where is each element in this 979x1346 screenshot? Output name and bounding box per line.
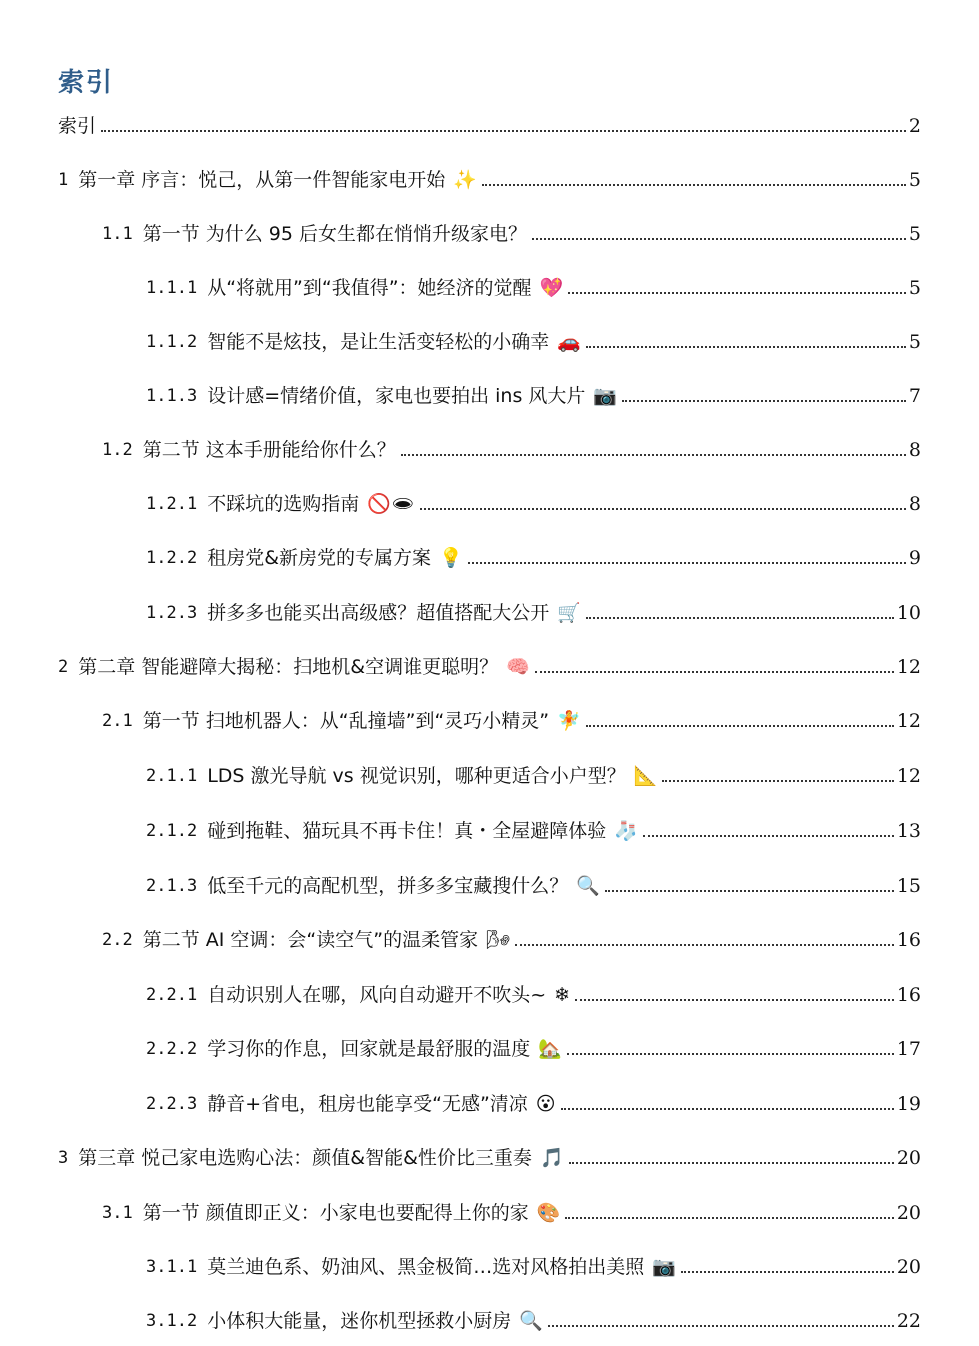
toc-entry[interactable]: [58, 162, 921, 192]
toc-entry-number: 1.1.3: [146, 386, 198, 406]
emoji-icon: 🌬: [486, 929, 511, 951]
toc-entry-page: 20: [896, 1202, 921, 1224]
toc-entry[interactable]: [146, 270, 921, 300]
toc-entry-page: 5: [908, 169, 921, 191]
toc-entry-page: 12: [896, 656, 921, 678]
toc-entry-title: 第一节 颜值即正义：小家电也要配得上你的家: [142, 1202, 529, 1224]
toc-entry-number: 3.1.1: [146, 1257, 198, 1277]
emoji-icon: 🧦: [614, 820, 638, 842]
emoji-icon: ✨: [453, 169, 477, 191]
toc-entry[interactable]: [58, 649, 921, 679]
toc-entry-title: 租房党&新房党的专属方案: [207, 547, 432, 569]
toc-entry-title: 智能不是炫技，是让生活变轻松的小确幸: [207, 331, 550, 353]
toc-entry-number: 2.2.1: [146, 985, 198, 1005]
emoji-icon: 🛒: [557, 602, 581, 624]
toc-entry-page: 20: [896, 1256, 921, 1278]
dot-leader: [420, 508, 906, 510]
toc-entry-number: 1: [58, 170, 69, 190]
toc-entry-title: 碰到拖鞋、猫玩具不再卡住！真・全屋避障体验: [207, 820, 607, 842]
toc-entry-number: 3.1: [102, 1203, 133, 1223]
toc-entry-number: 2.1.3: [146, 876, 198, 896]
emoji-icon: 🔍: [576, 875, 600, 897]
dot-leader: [515, 944, 894, 946]
toc-entry-page: 20: [896, 1147, 921, 1169]
toc-entry-number: 1.1: [102, 224, 133, 244]
toc-entry[interactable]: [146, 758, 921, 788]
dot-leader: [569, 1162, 894, 1164]
dot-leader: [575, 999, 894, 1001]
toc-entry-page: 7: [908, 385, 921, 407]
toc-entry-number: 2: [58, 657, 69, 677]
toc-entry-number: 1.1.1: [146, 278, 198, 298]
toc-entry-title: 第三章 悦己家电选购心法：颜值&智能&性价比三重奏: [78, 1147, 532, 1169]
toc-entry[interactable]: [146, 1086, 921, 1116]
toc-entry[interactable]: [146, 595, 921, 625]
toc-entry[interactable]: [146, 868, 921, 898]
dot-leader: [401, 454, 906, 456]
toc-entry-title: LDS 激光导航 vs 视觉识别，哪种更适合小户型？: [207, 765, 626, 787]
toc-entry-title: 自动识别人在哪，风向自动避开不吹头~: [207, 984, 547, 1006]
toc-entry[interactable]: [102, 703, 921, 733]
emoji-icon: 🏡: [538, 1038, 562, 1060]
toc-entry-title: 第二章 智能避障大揭秘：扫地机&空调谁更聪明？: [78, 656, 499, 678]
toc-entry-page: 16: [896, 984, 921, 1006]
toc-entry[interactable]: [146, 1303, 921, 1333]
toc-entry-title: 低至千元的高配机型，拼多多宝藏搜什么？: [207, 875, 569, 897]
toc-entry[interactable]: [58, 1140, 921, 1170]
toc-entry-title: 第一节 扫地机器人：从“乱撞墙”到“灵巧小精灵”: [142, 710, 550, 732]
emoji-icon: 🧚: [557, 710, 581, 732]
dot-leader: [468, 562, 906, 564]
toc-entry-title: 拼多多也能买出高级感？超值搭配大公开: [207, 602, 550, 624]
toc-entry[interactable]: [102, 432, 921, 462]
dot-leader: [662, 780, 893, 782]
toc-entry-page: 16: [896, 929, 921, 951]
toc-entry-page: 10: [896, 602, 921, 624]
emoji-icon: ❄: [554, 984, 571, 1006]
toc-entry-title: 静音+省电，租房也能享受“无感”清凉: [207, 1093, 528, 1115]
toc-entry[interactable]: [146, 1249, 921, 1279]
toc-entry-number: 2.2: [102, 930, 133, 950]
toc-entry[interactable]: [146, 977, 921, 1007]
toc-entry-number: 1.2: [102, 440, 133, 460]
toc-entry[interactable]: [146, 540, 921, 570]
dot-leader: [586, 725, 894, 727]
dot-leader: [565, 1217, 893, 1219]
emoji-icon: 🎨: [536, 1202, 561, 1224]
toc-entry-number: 2.1.2: [146, 821, 198, 841]
dot-leader: [482, 184, 906, 186]
emoji-icon: 🧠: [506, 656, 530, 678]
toc-entry-page: 17: [896, 1038, 921, 1060]
toc-entry-title: 从“将就用”到“我值得”：她经济的觉醒: [207, 277, 532, 299]
toc-entry-number: 3.1.2: [146, 1311, 198, 1331]
toc-entry-page: 22: [896, 1310, 921, 1332]
toc-entry[interactable]: [146, 1031, 921, 1061]
emoji-icon: 🚗: [557, 331, 581, 353]
toc-entry-number: 1.1.2: [146, 332, 198, 352]
toc-entry-page: 8: [908, 493, 921, 515]
dot-leader: [586, 617, 894, 619]
toc-entry-title: 第一章 序言：悦己，从第一件智能家电开始: [78, 169, 446, 191]
toc-entry-title: 设计感=情绪价值，家电也要拍出 ins 风大片: [207, 385, 586, 407]
dot-leader: [622, 400, 906, 402]
emoji-icon: 🔍: [519, 1310, 543, 1332]
emoji-icon: 🚫🕳: [367, 493, 415, 515]
toc-entry-number: 1.2.2: [146, 548, 198, 568]
dot-leader: [681, 1271, 894, 1273]
toc-entry-page: 5: [908, 223, 921, 245]
toc-entry-title: 小体积大能量，迷你机型拯救小厨房: [207, 1310, 512, 1332]
dot-leader: [535, 671, 894, 673]
toc-entry[interactable]: [146, 486, 921, 516]
toc-entry-title: 索引: [58, 115, 97, 137]
toc-heading: 索引: [58, 68, 115, 98]
toc-entry[interactable]: [102, 922, 921, 952]
emoji-icon: 📐: [633, 765, 658, 787]
toc-entry-number: 2.1: [102, 711, 133, 731]
toc-entry-number: 2.2.3: [146, 1094, 198, 1114]
emoji-icon: 😮: [535, 1093, 556, 1115]
dot-leader: [548, 1325, 894, 1327]
toc-entry[interactable]: [146, 378, 921, 408]
toc-entry-page: 12: [896, 710, 921, 732]
emoji-icon: 📷: [593, 385, 618, 407]
emoji-icon: 💖: [539, 277, 564, 299]
dot-leader: [101, 130, 906, 132]
toc-entry-page: 9: [908, 547, 921, 569]
dot-leader: [586, 346, 906, 348]
toc-entry[interactable]: [146, 813, 921, 843]
toc-entry-number: 3: [58, 1148, 69, 1168]
toc-entry-title: 莫兰迪色系、奶油风、黑金极简…选对风格拍出美照: [207, 1256, 645, 1278]
toc-entry-title: 第二节 AI 空调：会“读空气”的温柔管家: [142, 929, 479, 951]
toc-entry[interactable]: [146, 324, 921, 354]
toc-entry-title: 第二节 这本手册能给你什么？: [142, 439, 396, 461]
emoji-icon: 🎵: [539, 1147, 564, 1169]
dot-leader: [561, 1108, 894, 1110]
toc-entry-page: 15: [896, 875, 921, 897]
toc-entry-title: 不踩坑的选购指南: [207, 493, 360, 515]
toc-entry-number: 2.1.1: [146, 766, 198, 786]
dot-leader: [567, 1053, 894, 1055]
toc-entry-title: 第一节 为什么 95 后女生都在悄悄升级家电？: [142, 223, 528, 245]
toc-entry-page: 8: [908, 439, 921, 461]
toc-entry[interactable]: [58, 108, 921, 138]
toc-entry-number: 1.2.1: [146, 494, 198, 514]
toc-entry-page: 5: [908, 331, 921, 353]
toc-entry[interactable]: [102, 1195, 921, 1225]
toc-entry-page: 2: [908, 115, 921, 137]
toc-entry-page: 19: [896, 1093, 921, 1115]
toc-entry-page: 13: [896, 820, 921, 842]
emoji-icon: 💡: [439, 547, 463, 569]
toc-entry-number: 2.2.2: [146, 1039, 198, 1059]
emoji-icon: 📷: [652, 1256, 676, 1278]
dot-leader: [643, 835, 894, 837]
dot-leader: [605, 890, 894, 892]
dot-leader: [532, 238, 906, 240]
toc-entry-page: 12: [896, 765, 921, 787]
dot-leader: [568, 292, 906, 294]
toc-entry-number: 1.2.3: [146, 603, 198, 623]
toc-entry[interactable]: [102, 216, 921, 246]
toc-entry-title: 学习你的作息，回家就是最舒服的温度: [207, 1038, 531, 1060]
toc-entry-page: 5: [908, 277, 921, 299]
